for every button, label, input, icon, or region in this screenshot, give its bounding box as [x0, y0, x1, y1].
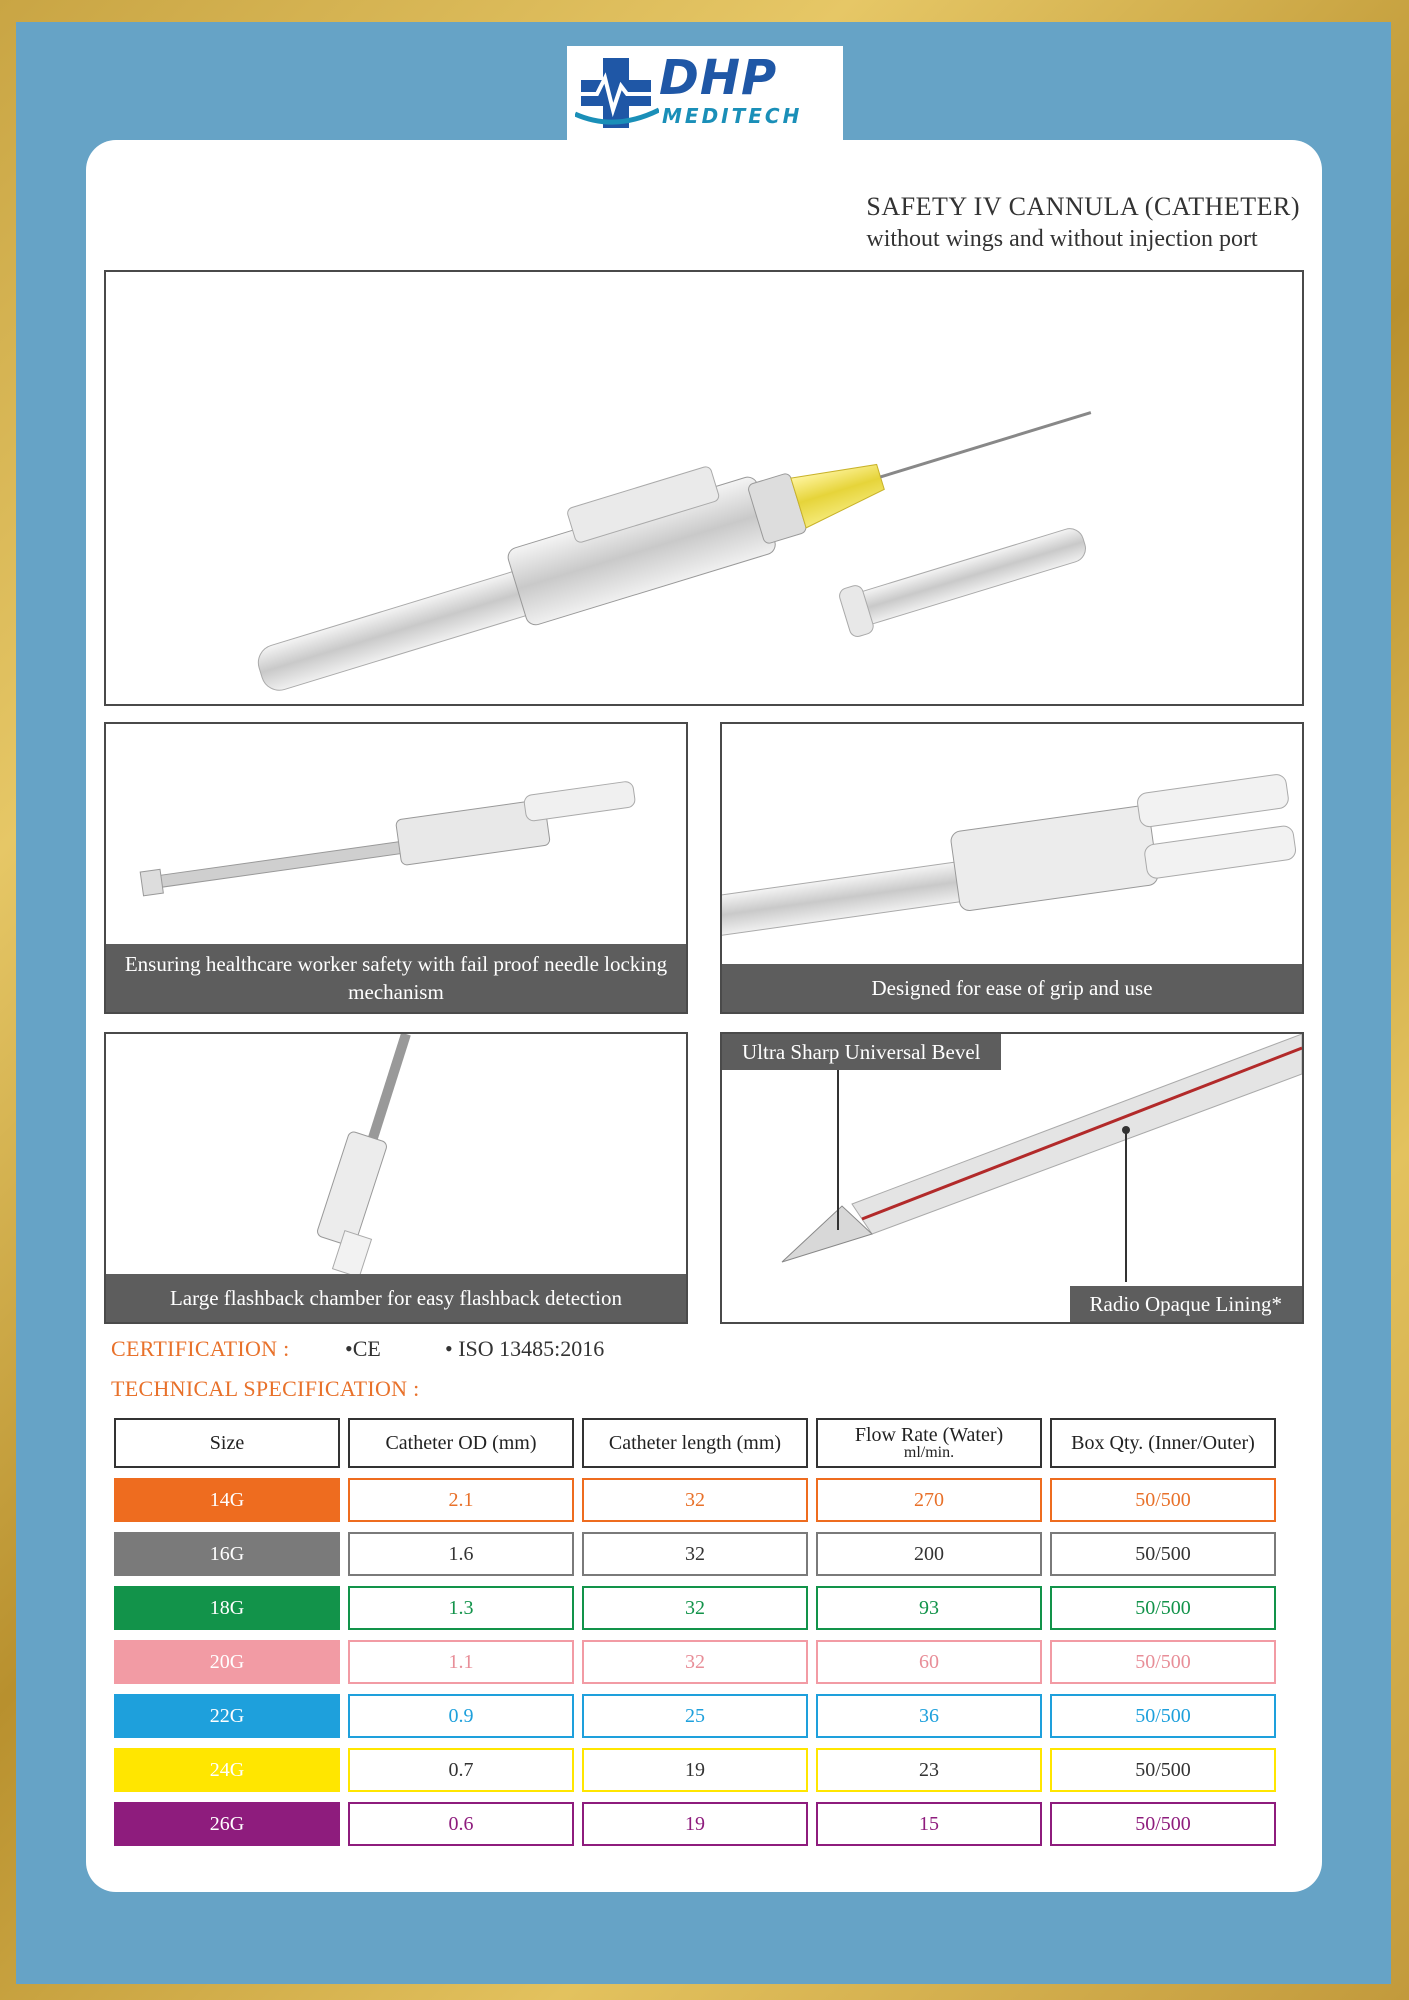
bevel-label: Ultra Sharp Universal Bevel: [722, 1034, 1001, 1070]
cell-size: 18G: [114, 1586, 340, 1630]
header-flow-unit: ml/min.: [903, 1444, 955, 1461]
cell-length: 32: [582, 1586, 808, 1630]
spec-table: [106, 1408, 1284, 1856]
flashback-illustration: [106, 1034, 686, 1284]
header-flow: [816, 1418, 1042, 1468]
bevel-illustration: [722, 1034, 1302, 1322]
brand-subname: MEDITECH: [662, 104, 803, 128]
header-flow-title: Flow Rate (Water): [854, 1424, 1004, 1446]
cell-flow: 270: [816, 1478, 1042, 1522]
table-row: [114, 1694, 1276, 1738]
cell-box: 50/500: [1050, 1586, 1276, 1630]
header-length: Catheter length (mm): [582, 1418, 808, 1468]
cell-od: 1.1: [348, 1640, 574, 1684]
cell-box: 50/500: [1050, 1478, 1276, 1522]
cell-od: 1.6: [348, 1532, 574, 1576]
cell-flow: 60: [816, 1640, 1042, 1684]
cell-length: 19: [582, 1802, 808, 1846]
brand-name: DHP: [659, 50, 778, 106]
needle-lock-illustration: [106, 724, 686, 924]
cell-size: 16G: [114, 1532, 340, 1576]
certification-ce: •CE: [345, 1336, 381, 1361]
cell-size: 14G: [114, 1478, 340, 1522]
table-row: [114, 1532, 1276, 1576]
product-title: SAFETY IV CANNULA (CATHETER): [866, 192, 1300, 221]
flashback-panel: [104, 1032, 688, 1324]
tech-spec-label: TECHNICAL SPECIFICATION :: [111, 1376, 420, 1401]
cell-od: 0.6: [348, 1802, 574, 1846]
medical-cross-icon: [575, 52, 659, 132]
flashback-caption: Large flashback chamber for easy flashback detection: [106, 1274, 686, 1322]
cell-od: 2.1: [348, 1478, 574, 1522]
cell-size: 20G: [114, 1640, 340, 1684]
cell-box: 50/500: [1050, 1694, 1276, 1738]
header-box: Box Qty. (Inner/Outer): [1050, 1418, 1276, 1468]
main-product-image: [104, 270, 1304, 706]
lining-label: Radio Opaque Lining*: [1070, 1286, 1302, 1322]
cell-od: 0.9: [348, 1694, 574, 1738]
certification-iso: • ISO 13485:2016: [445, 1336, 605, 1361]
cell-length: 32: [582, 1640, 808, 1684]
header-size: Size: [114, 1418, 340, 1468]
cell-flow: 36: [816, 1694, 1042, 1738]
cell-flow: 15: [816, 1802, 1042, 1846]
content-card: [86, 140, 1322, 1892]
cell-length: 25: [582, 1694, 808, 1738]
cell-box: 50/500: [1050, 1640, 1276, 1684]
cell-od: 0.7: [348, 1748, 574, 1792]
table-row: [114, 1478, 1276, 1522]
table-row: [114, 1748, 1276, 1792]
grip-caption: Designed for ease of grip and use: [722, 964, 1302, 1012]
grip-panel: [720, 722, 1304, 1014]
grip-illustration: [722, 724, 1302, 964]
needle-lock-panel: [104, 722, 688, 1014]
cell-length: 19: [582, 1748, 808, 1792]
cell-box: 50/500: [1050, 1532, 1276, 1576]
table-row: [114, 1586, 1276, 1630]
cell-box: 50/500: [1050, 1802, 1276, 1846]
product-heading: [866, 192, 1300, 253]
cell-flow: 93: [816, 1586, 1042, 1630]
spec-header-row: [114, 1418, 1276, 1468]
cell-flow: 23: [816, 1748, 1042, 1792]
iv-cannula-illustration: [106, 272, 1302, 704]
certification-row: [111, 1336, 604, 1362]
header-od: Catheter OD (mm): [348, 1418, 574, 1468]
needle-lock-caption: Ensuring healthcare worker safety with fail proof needle locking mechanism: [106, 944, 686, 1012]
cell-length: 32: [582, 1478, 808, 1522]
cell-od: 1.3: [348, 1586, 574, 1630]
cell-size: 24G: [114, 1748, 340, 1792]
brand-logo: [567, 46, 843, 140]
cell-length: 32: [582, 1532, 808, 1576]
certification-label: CERTIFICATION :: [111, 1336, 290, 1361]
cell-size: 22G: [114, 1694, 340, 1738]
bevel-panel: [720, 1032, 1304, 1324]
cell-flow: 200: [816, 1532, 1042, 1576]
product-subtitle: without wings and without injection port: [866, 226, 1258, 252]
table-row: [114, 1640, 1276, 1684]
table-row: [114, 1802, 1276, 1846]
cell-box: 50/500: [1050, 1748, 1276, 1792]
cell-size: 26G: [114, 1802, 340, 1846]
